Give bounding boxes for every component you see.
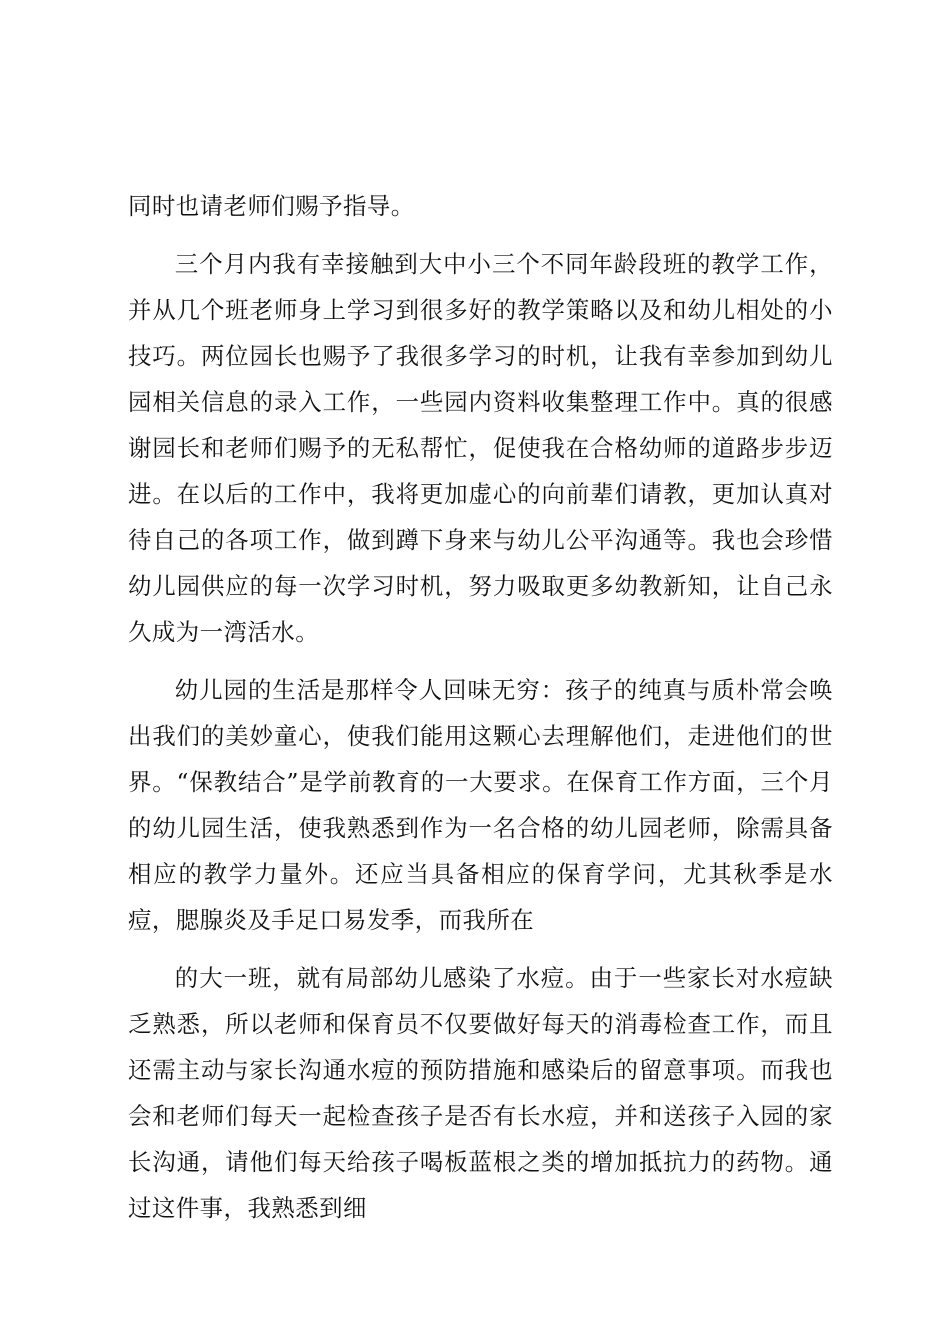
paragraph-3: 幼儿园的生活是那样令人回味无穷：孩子的纯真与质朴常会唤出我们的美妙童心，使我们能用这颗心去理解他们，走进他们的世界。“保教结合”是学前教育的一大要求。在保育工作方面，三个月的幼儿园生活，使我熟悉到作为一名合格的幼儿园老师，除需具备相应的教学力量外。还应当具备相应的保育学问，尤其秋季是水痘，腮腺炎及手足口易发季，而我所在 (128, 676, 833, 934)
paragraph-2: 三个月内我有幸接触到大中小三个不同年龄段班的教学工作，并从几个班老师身上学习到很多好的教学策略以及和幼儿相处的小技巧。两位园长也赐予了我很多学习的时机，让我有幸参加到幼儿园相关信息的录入工作，一些园内资料收集整理工作中。真的很感谢园长和老师们赐予的无私帮忙，促使我在合格幼师的道路步步迈进。在以后的工作中，我将更加虚心的向前辈们请教，更加认真对待自己的各项工作，做到蹲下身来与幼儿公平沟通等。我也会珍惜幼儿园供应的每一次学习时机，努力吸取更多幼教新知，让自己永久成为一湾活水。 (128, 250, 833, 646)
paragraph-4: 的大一班，就有局部幼儿感染了水痘。由于一些家长对水痘缺乏熟悉，所以老师和保育员不仅要做好每天的消毒检查工作，而且还需主动与家长沟通水痘的预防措施和感染后的留意事项。而我也会和老师们每天一起检查孩子是否有长水痘，并和送孩子入园的家长沟通，请他们每天给孩子喝板蓝根之类的增加抵抗力的药物。通过这件事，我熟悉到细 (128, 964, 833, 1222)
paragraph-1: 同时也请老师们赐予指导。 (128, 192, 415, 220)
document-body (128, 183, 833, 1243)
